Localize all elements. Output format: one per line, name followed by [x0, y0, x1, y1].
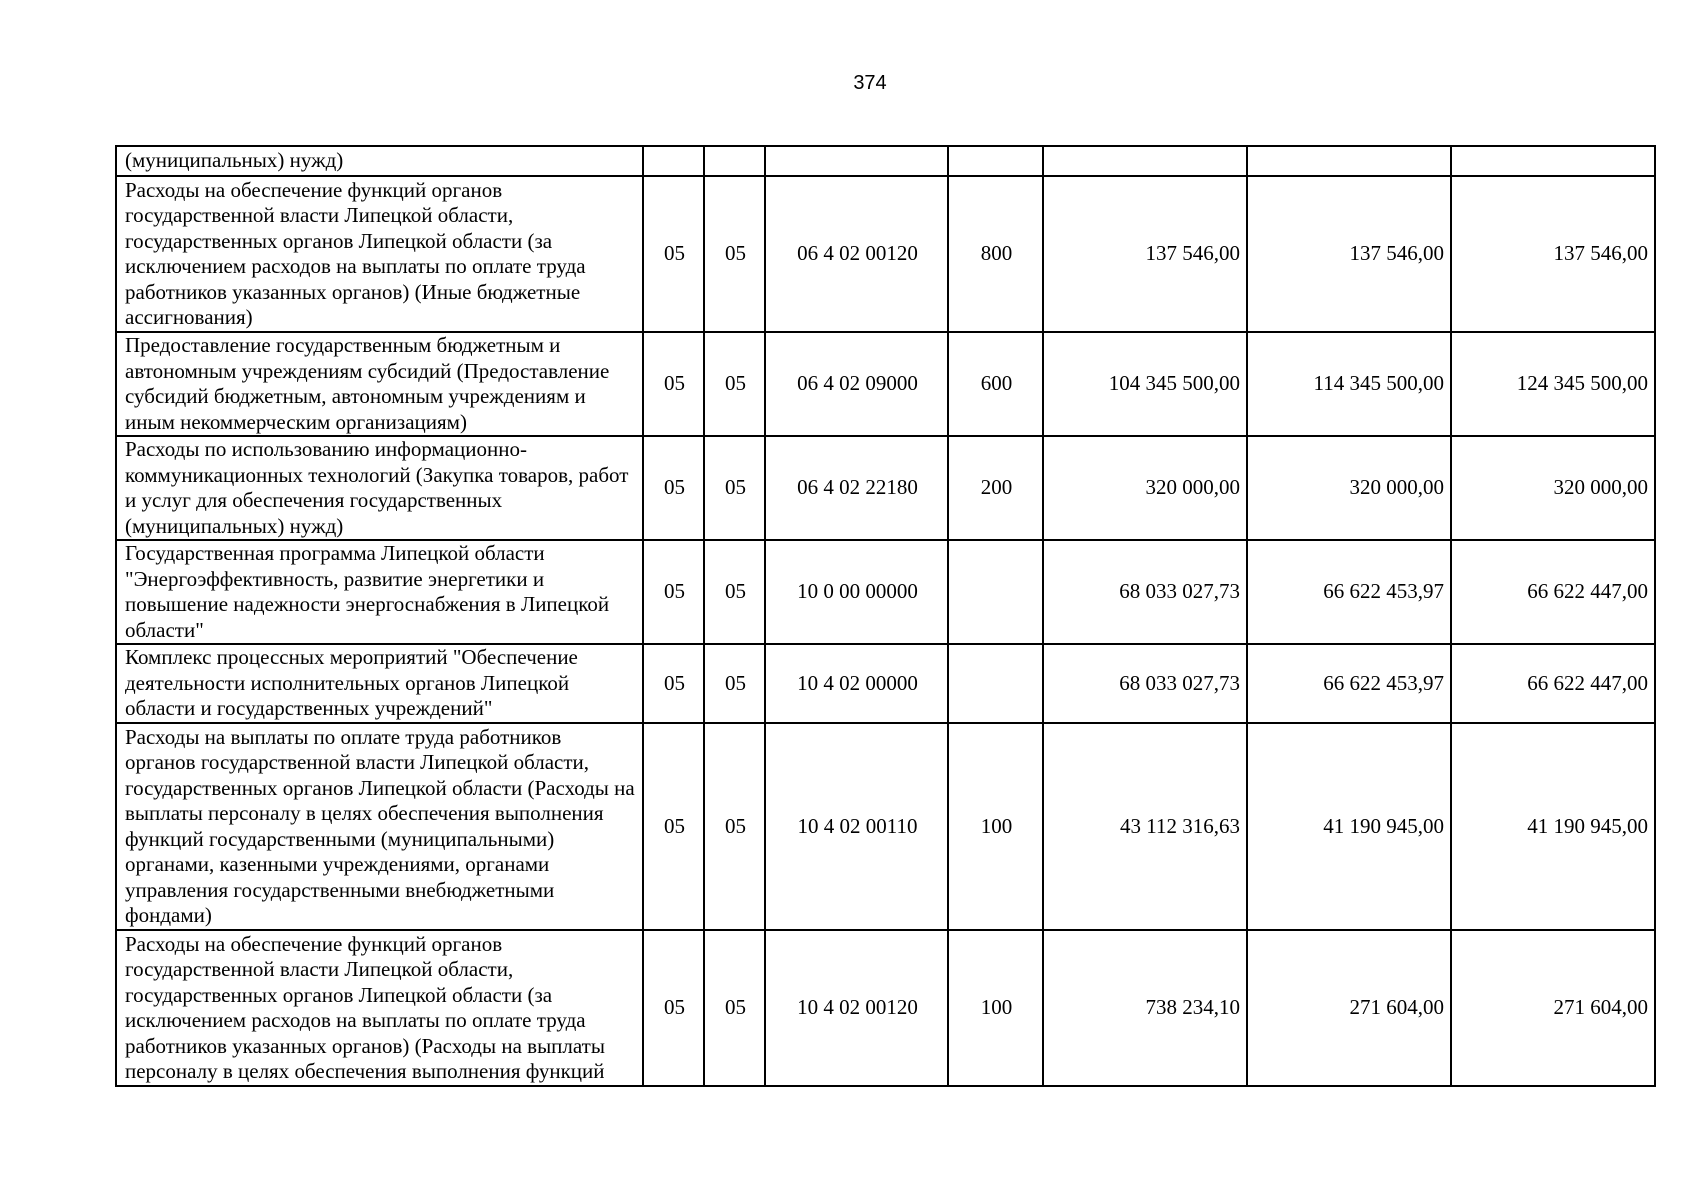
row-name: Государственная программа Липецкой области "Энергоэффективность, развитие энергетики и повышение надежности энергоснабжения в Липецкой области" [116, 540, 643, 644]
row-amount-3 [1451, 146, 1655, 176]
row-name: Комплекс процессных мероприятий "Обеспечение деятельности исполнительных органов Липецкой области и государственных учреждений" [116, 644, 643, 723]
row-name: Расходы по использованию информационно-коммуникационных технологий (Закупка товаров, работ и услуг для обеспечения государственных (муниципальных) нужд) [116, 436, 643, 540]
row-amount-1: 68 033 027,73 [1043, 644, 1247, 723]
row-amount-3: 271 604,00 [1451, 930, 1655, 1086]
row-amount-2: 66 622 453,97 [1247, 644, 1451, 723]
row-section: 05 [643, 540, 704, 644]
row-amount-2: 320 000,00 [1247, 436, 1451, 540]
row-amount-1 [1043, 146, 1247, 176]
row-expense-type: 600 [948, 332, 1043, 436]
row-subsection: 05 [704, 644, 765, 723]
row-expense-type [948, 644, 1043, 723]
row-amount-2: 114 345 500,00 [1247, 332, 1451, 436]
row-expense-type [948, 146, 1043, 176]
row-subsection: 05 [704, 540, 765, 644]
row-name: Расходы на обеспечение функций органов государственной власти Липецкой области, государственных органов Липецкой области (за исключением расходов на выплаты по оплате труда работников указанных органов) (Расходы на выплаты персоналу в целях обеспечения выполнения функций [116, 930, 643, 1086]
row-amount-2: 271 604,00 [1247, 930, 1451, 1086]
row-target-article: 10 0 00 00000 [765, 540, 948, 644]
table-row [116, 930, 1655, 1086]
row-expense-type [948, 540, 1043, 644]
row-amount-3: 320 000,00 [1451, 436, 1655, 540]
row-section: 05 [643, 930, 704, 1086]
budget-table [115, 145, 1656, 1087]
row-expense-type: 100 [948, 723, 1043, 930]
row-target-article: 06 4 02 00120 [765, 176, 948, 332]
row-amount-2: 137 546,00 [1247, 176, 1451, 332]
row-amount-2: 41 190 945,00 [1247, 723, 1451, 930]
row-section: 05 [643, 644, 704, 723]
row-name: (муниципальных) нужд) [116, 146, 643, 176]
row-section: 05 [643, 436, 704, 540]
row-target-article: 06 4 02 09000 [765, 332, 948, 436]
table-row [116, 436, 1655, 540]
row-amount-3: 137 546,00 [1451, 176, 1655, 332]
row-expense-type: 800 [948, 176, 1043, 332]
row-subsection: 05 [704, 332, 765, 436]
row-section: 05 [643, 723, 704, 930]
row-amount-1: 320 000,00 [1043, 436, 1247, 540]
row-amount-1: 104 345 500,00 [1043, 332, 1247, 436]
row-amount-3: 66 622 447,00 [1451, 644, 1655, 723]
row-name: Расходы на обеспечение функций органов государственной власти Липецкой области, государственных органов Липецкой области (за исключением расходов на выплаты по оплате труда работников указанных органов) (Иные бюджетные ассигнования) [116, 176, 643, 332]
row-subsection [704, 146, 765, 176]
row-amount-3: 124 345 500,00 [1451, 332, 1655, 436]
row-section: 05 [643, 332, 704, 436]
table-row [116, 176, 1655, 332]
row-expense-type: 200 [948, 436, 1043, 540]
row-amount-3: 41 190 945,00 [1451, 723, 1655, 930]
row-target-article: 10 4 02 00000 [765, 644, 948, 723]
row-section [643, 146, 704, 176]
row-subsection: 05 [704, 436, 765, 540]
row-amount-1: 137 546,00 [1043, 176, 1247, 332]
row-subsection: 05 [704, 723, 765, 930]
page-number: 374 [853, 72, 887, 94]
table-row [116, 644, 1655, 723]
table-row [116, 723, 1655, 930]
row-target-article [765, 146, 948, 176]
row-section: 05 [643, 176, 704, 332]
row-amount-2: 66 622 453,97 [1247, 540, 1451, 644]
row-amount-2 [1247, 146, 1451, 176]
row-amount-1: 43 112 316,63 [1043, 723, 1247, 930]
table-row [116, 540, 1655, 644]
row-expense-type: 100 [948, 930, 1043, 1086]
table-row [116, 146, 1655, 176]
row-amount-1: 68 033 027,73 [1043, 540, 1247, 644]
row-subsection: 05 [704, 176, 765, 332]
row-name: Расходы на выплаты по оплате труда работников органов государственной власти Липецкой области, государственных органов Липецкой области (Расходы на выплаты персоналу в целях обеспечения выполнения функций государственными (муниципальными) органами, казенными учреждениями, органами управления государственными внебюджетными фондами) [116, 723, 643, 930]
row-target-article: 10 4 02 00110 [765, 723, 948, 930]
row-name: Предоставление государственным бюджетным и автономным учреждениям субсидий (Предоставление субсидий бюджетным, автономным учреждениям и иным некоммерческим организациям) [116, 332, 643, 436]
row-target-article: 10 4 02 00120 [765, 930, 948, 1086]
row-target-article: 06 4 02 22180 [765, 436, 948, 540]
row-subsection: 05 [704, 930, 765, 1086]
row-amount-3: 66 622 447,00 [1451, 540, 1655, 644]
table-row [116, 332, 1655, 436]
row-amount-1: 738 234,10 [1043, 930, 1247, 1086]
